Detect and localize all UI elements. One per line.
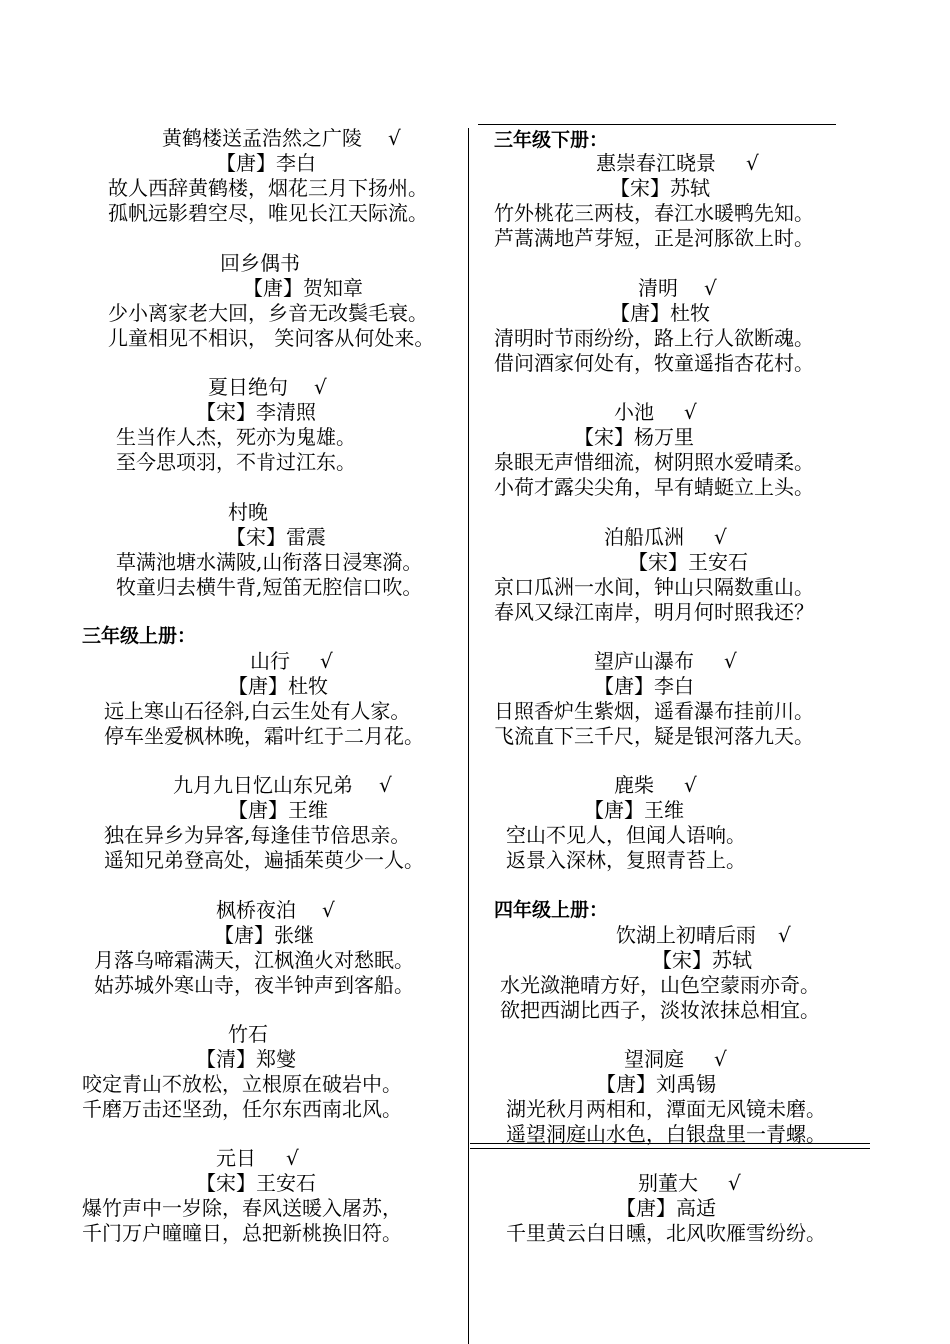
poem-line: 爆竹声中一岁除，春风送暖入屠苏， [82, 1196, 402, 1220]
grade-heading: 三年级上册： [82, 625, 197, 647]
poem-author: 【唐】李白 [594, 674, 694, 698]
poem-line: 湖光秋月两相和，潭面无风镜未磨。 [506, 1097, 826, 1121]
poem-line: 远上寒山石径斜,白云生处有人家。 [104, 699, 411, 723]
check-mark: √ [714, 1047, 727, 1071]
check-mark: √ [320, 649, 333, 673]
poem-title: 鹿柴 √ [614, 773, 697, 797]
check-mark: √ [684, 400, 697, 424]
poem-line: 清明时节雨纷纷，路上行人欲断魂。 [494, 326, 814, 350]
poem-author: 【宋】王安石 [196, 1171, 316, 1195]
poem-line: 千里黄云白日曛，北风吹雁雪纷纷。 [506, 1221, 826, 1245]
poem-line: 春风又绿江南岸，明月何时照我还？ [494, 600, 814, 624]
poem-line: 孤帆远影碧空尽，唯见长江天际流。 [108, 201, 428, 225]
poem-author: 【宋】苏轼 [610, 176, 710, 200]
check-mark: √ [684, 773, 697, 797]
poem-title: 山行 √ [250, 649, 333, 673]
poem-author: 【宋】杨万里 [574, 425, 694, 449]
poem-line: 千门万户曈曈日，总把新桃换旧符。 [82, 1221, 402, 1245]
poem-author: 【唐】刘禹锡 [596, 1072, 716, 1096]
poem-author: 【唐】王维 [584, 798, 684, 822]
poem-title: 枫桥夜泊 √ [216, 898, 335, 922]
check-mark: √ [322, 898, 335, 922]
check-mark: √ [728, 1171, 741, 1195]
poem-line: 故人西辞黄鹤楼，烟花三月下扬州。 [108, 176, 428, 200]
poem-author: 【清】郑燮 [196, 1047, 296, 1071]
poem-line: 泉眼无声惜细流，树阴照水爱晴柔。 [494, 450, 814, 474]
poem-title: 小池 √ [614, 400, 697, 424]
poem-line: 少小离家老大回，乡音无改鬓毛衰。 [108, 301, 428, 325]
poem-line: 停车坐爱枫林晚，霜叶红于二月花。 [104, 724, 424, 748]
grade-heading: 四年级上册： [494, 899, 609, 921]
poem-line: 月落乌啼霜满天，江枫渔火对愁眠。 [94, 948, 414, 972]
poem-title: 望庐山瀑布 √ [594, 649, 737, 673]
poem-line: 空山不见人，但闻人语响。 [506, 823, 746, 847]
poem-line: 牧童归去横牛背,短笛无腔信口吹。 [116, 575, 423, 599]
poem-line: 草满池塘水满陂,山衔落日浸寒漪。 [116, 550, 423, 574]
poem-title: 清明 √ [638, 276, 717, 300]
poem-line: 水光潋滟晴方好，山色空蒙雨亦奇。 [500, 973, 820, 997]
poem-title: 饮湖上初晴后雨 √ [616, 923, 791, 947]
poem-author: 【唐】李白 [216, 151, 316, 175]
poem-title: 惠崇春江晓景 √ [596, 151, 759, 175]
poem-line: 飞流直下三千尺，疑是银河落九天。 [494, 724, 814, 748]
poem-author: 【唐】张继 [214, 923, 314, 947]
poem-title: 夏日绝句 √ [208, 375, 327, 399]
poem-line: 小荷才露尖尖角，早有蜻蜓立上头。 [494, 475, 814, 499]
poem-line: 姑苏城外寒山寺，夜半钟声到客船。 [94, 973, 414, 997]
grade-heading: 三年级下册： [494, 129, 609, 151]
check-mark: √ [704, 276, 717, 300]
poem-line: 生当作人杰，死亦为鬼雄。 [116, 425, 356, 449]
poem-line: 独在异乡为异客,每逢佳节倍思亲。 [104, 823, 411, 847]
poem-line: 咬定青山不放松，立根原在破岩中。 [82, 1072, 402, 1096]
poem-author: 【唐】杜牧 [610, 301, 710, 325]
poem-title: 村晚 [228, 500, 268, 524]
poem-line: 遥望洞庭山水色，白银盘里一青螺。 [506, 1122, 826, 1146]
check-mark: √ [314, 375, 327, 399]
poem-author: 【唐】王维 [228, 798, 328, 822]
poem-title: 别董大 √ [638, 1171, 741, 1195]
poem-author: 【宋】王安石 [628, 550, 748, 574]
poem-line: 京口瓜洲一水间，钟山只隔数重山。 [494, 575, 814, 599]
poem-line: 竹外桃花三两枝，春江水暖鸭先知。 [494, 201, 814, 225]
poem-author: 【唐】贺知章 [243, 276, 363, 300]
check-mark: √ [379, 773, 392, 797]
bottom-rule-2 [470, 1148, 870, 1149]
poem-line: 芦蒿满地芦芽短，正是河豚欲上时。 [494, 226, 814, 250]
poem-title: 回乡偶书 [220, 251, 300, 275]
poem-line: 欲把西湖比西子，淡妆浓抹总相宜。 [500, 998, 820, 1022]
poem-title: 竹石 [228, 1022, 268, 1046]
poem-line: 遥知兄弟登高处，遍插茱萸少一人。 [104, 848, 424, 872]
poem-author: 【唐】高适 [616, 1196, 716, 1220]
column-divider [468, 128, 469, 1344]
poem-line: 借问酒家何处有，牧童遥指杏花村。 [494, 351, 814, 375]
top-rule [478, 124, 836, 125]
check-mark: √ [388, 126, 401, 150]
poem-line: 千磨万击还坚劲，任尔东西南北风。 [82, 1097, 402, 1121]
poem-author: 【唐】杜牧 [228, 674, 328, 698]
poem-title: 泊船瓜洲 √ [604, 525, 727, 549]
poem-title: 元日 √ [216, 1146, 299, 1170]
check-mark: √ [286, 1146, 299, 1170]
poem-author: 【宋】苏轼 [652, 948, 752, 972]
check-mark: √ [746, 151, 759, 175]
check-mark: √ [778, 923, 791, 947]
poem-author: 【宋】雷震 [226, 525, 326, 549]
poem-author: 【宋】李清照 [196, 400, 316, 424]
poem-line: 返景入深林，复照青苔上。 [506, 848, 746, 872]
check-mark: √ [724, 649, 737, 673]
check-mark: √ [714, 525, 727, 549]
poem-line: 日照香炉生紫烟，遥看瀑布挂前川。 [494, 699, 814, 723]
poem-line: 至今思项羽，不肯过江东。 [116, 450, 356, 474]
poem-title: 九月九日忆山东兄弟 √ [173, 773, 392, 797]
poem-title: 望洞庭 √ [624, 1047, 727, 1071]
poem-title: 黄鹤楼送孟浩然之广陵 √ [162, 126, 401, 150]
poem-line: 儿童相见不相识， 笑问客从何处来。 [108, 326, 435, 350]
